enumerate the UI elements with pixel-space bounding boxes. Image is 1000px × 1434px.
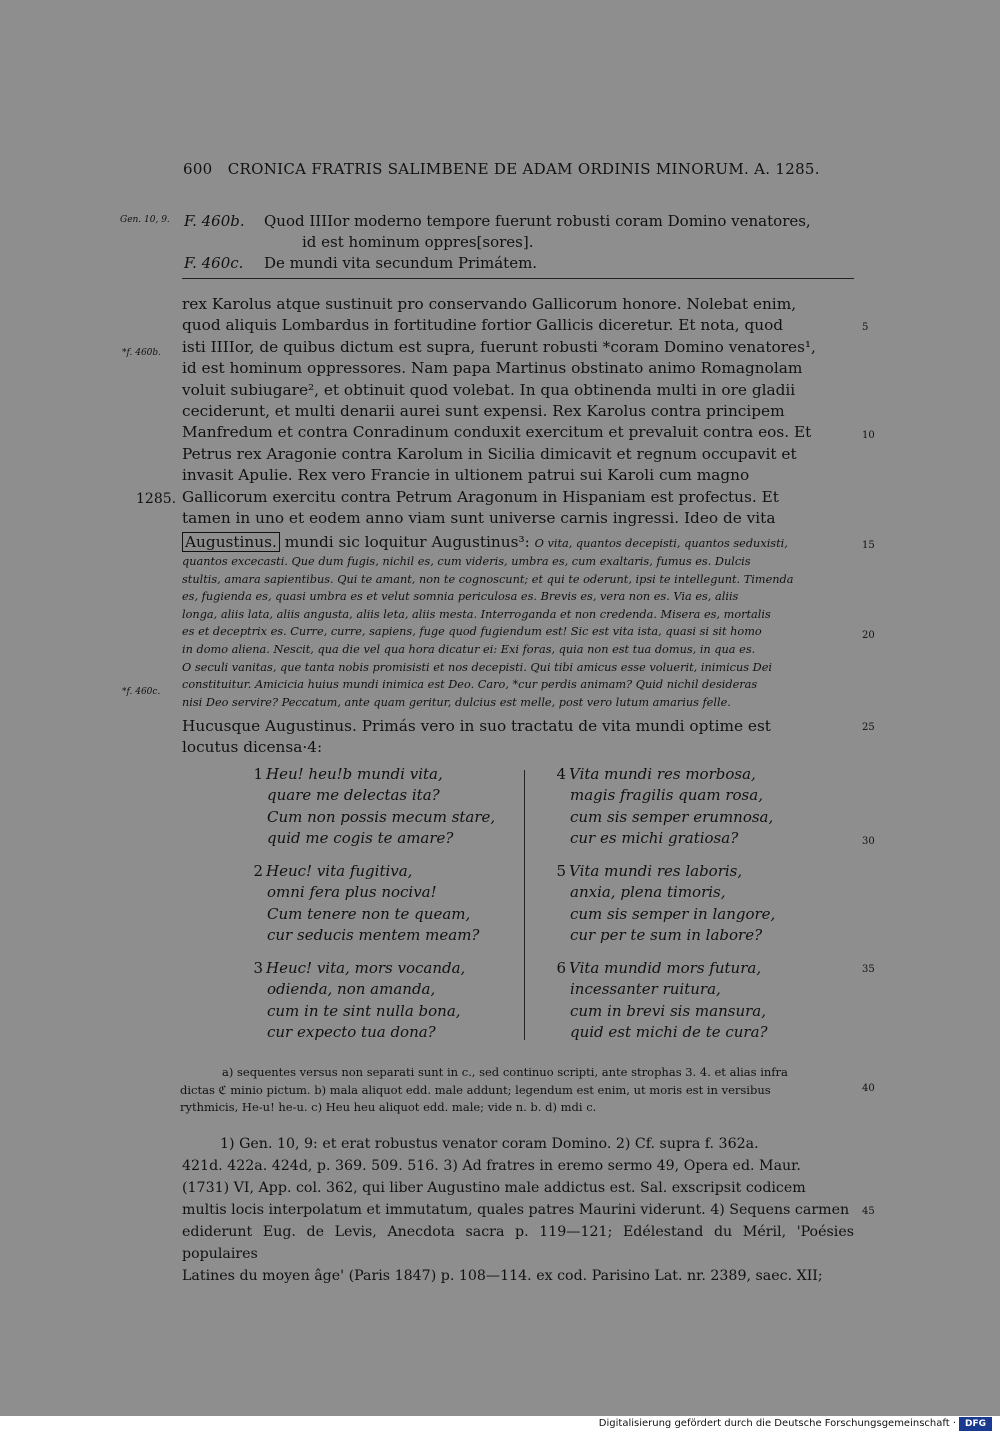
- verse-line: omni fera plus nociva!: [267, 883, 437, 902]
- verse-line: magis fragilis quam rosa,: [570, 786, 763, 805]
- quote-line: in domo aliena. Nescit, qua die vel qua hora dicatur ei: Exi foras, quia non est tua domus, in qua es.: [182, 642, 756, 656]
- quote-line: nisi Deo servire? Peccatum, ante quam geritur, dulcius est melle, post vero lutum amarius felle.: [182, 695, 731, 709]
- footnotes: [182, 1133, 854, 1287]
- apparatus-line: a) sequentes versus non separati sunt in c., sed continuo scripti, ante strophas 3. 4. et alias infra: [222, 1065, 788, 1079]
- after-quote: [182, 716, 854, 759]
- margin-folio-460b: *f. 460b.: [122, 348, 162, 358]
- line-number: 40: [862, 1083, 875, 1094]
- stanza-1: [245, 764, 515, 850]
- margin-folio-460c: *f. 460c.: [122, 687, 161, 697]
- gloss-block: [184, 211, 854, 274]
- footnote-line: Latines du moyen âge' (Paris 1847) p. 108—114. ex cod. Parisino Lat. nr. 2389, saec. XII;: [182, 1268, 823, 1284]
- main-text: [182, 294, 854, 529]
- verse-line: cur expecto tua dona?: [267, 1023, 436, 1042]
- stanza-3: [245, 958, 515, 1044]
- quote-line: longa, aliis lata, aliis angusta, aliis leta, aliis mesta. Interroganda et non credenda. Misera es, mortalis: [182, 607, 771, 621]
- line-number: 20: [862, 630, 875, 641]
- apparatus-line: rythmicis, He-u! he-u. c) Heu heu aliquot edd. male; vide n. b. d) mdi c.: [180, 1100, 597, 1114]
- quote-line: stultis, amara sapientibus. Qui te amant, non te cognoscunt; et qui te oderunt, ipsi te intellegunt. Timenda: [182, 572, 794, 586]
- verse-line: cum sis semper in langore,: [570, 904, 776, 923]
- verse-line: Cum tenere non te queam,: [267, 904, 471, 923]
- text-line: tamen in uno et eodem anno viam sunt universe carnis ingressi. Ideo de vita: [182, 509, 776, 528]
- text-line: voluit subiugare², et obtinuit quod volebat. In qua obtinenda multi in ore gladii: [182, 380, 796, 399]
- verse-line: Cum non possis mecum stare,: [267, 807, 496, 826]
- quote-line: constituitur. Amicicia huius mundi inimica est Deo. Caro, *cur perdis animam? Quid nichil desideras: [182, 678, 758, 692]
- page-number: 600: [183, 160, 213, 178]
- quote-line: quantos excecasti. Que dum fugis, nichil es, cum videris, umbra es, cum exaltaris, fumus es. Dulcis: [182, 555, 751, 568]
- text-line: Hucusque Augustinus. Primás vero in suo tractatu de vita mundi optime est: [182, 717, 771, 735]
- line-number: 30: [862, 836, 875, 847]
- verse-line: quid me cogis te amare?: [267, 829, 454, 848]
- gloss-cont-1: id est hominum oppres[sores].: [302, 233, 534, 251]
- verse-line: quare me delectas ita?: [267, 786, 440, 805]
- text-line: id est hominum oppressores. Nam papa Martinus obstinato animo Romagnolam: [182, 359, 803, 378]
- verse-line: Vita mundi res laboris,: [569, 862, 743, 880]
- running-header: [183, 160, 843, 178]
- text-line: invasit Apulie. Rex vero Francie in ultionem patrui sui Karoli cum magno: [182, 466, 750, 485]
- stanza-4: [548, 764, 848, 850]
- verse-line: anxia, plena timoris,: [570, 883, 726, 902]
- line-number: 5: [862, 322, 869, 333]
- verse-line: Vita mundid mors futura,: [569, 959, 762, 977]
- text-line: isti IIIIor, de quibus dictum est supra, fuerunt robusti *coram Domino venatores¹,: [182, 337, 816, 356]
- line-number: 35: [862, 964, 875, 975]
- quote-line: es, fugienda es, quasi umbra es et velut somnia periculosa es. Brevis es, vera non es. Via es, aliis: [182, 590, 739, 604]
- line-number: 15: [862, 540, 875, 551]
- text-line: Petrus rex Aragonie contra Karolum in Sicilia dimicavit et regnum occupavit et: [182, 444, 797, 463]
- line-number: 25: [862, 722, 875, 733]
- verse-line: cur seducis mentem meam?: [267, 926, 480, 945]
- verse-line: Heuc! vita fugitiva,: [266, 862, 413, 880]
- line-number: 10: [862, 430, 875, 441]
- footnote-line: multis locis interpolatum et immutatum, quales patres Maurini viderunt. 4) Sequens carmen: [182, 1202, 850, 1218]
- text-line: Manfredum et contra Conradinum conduxit exercitum et prevaluit contra eos. Et: [182, 423, 812, 442]
- verse-line: cum in brevi sis mansura,: [570, 1001, 766, 1020]
- margin-ref-gen: Gen. 10, 9.: [120, 215, 170, 225]
- stanza-number: 1: [253, 765, 263, 783]
- critical-apparatus: [180, 1064, 852, 1117]
- verse-line: cur es michi gratiosa?: [570, 829, 739, 848]
- quote-line: O seculi vanitas, que tanta nobis promisisti et nos decepisti. Qui tibi amicus esse voluerit, inimicus Dei: [182, 660, 773, 674]
- stanza-2: [245, 861, 515, 947]
- verse-line: Heu! heu!b mundi vita,: [266, 765, 443, 783]
- stanza-5: [548, 861, 848, 947]
- divider-rule: [182, 278, 854, 279]
- stanza-number: 3: [253, 959, 263, 977]
- stanza-number: 2: [253, 862, 263, 880]
- verse-line: Heuc! vita, mors vocanda,: [266, 959, 466, 977]
- gloss-ref-2: F. 460c.: [184, 254, 244, 272]
- verse-line: incessanter ruitura,: [570, 980, 721, 999]
- stanza-number: 4: [556, 765, 566, 783]
- augustinus-line: [182, 532, 854, 554]
- line-number: 45: [862, 1206, 875, 1217]
- gloss-text-2: De mundi vita secundum Primátem.: [264, 254, 538, 272]
- verse-line: cum in te sint nulla bona,: [267, 1001, 461, 1020]
- text-line: ceciderunt, et multi denarii aurei sunt expensi. Rex Karolus contra principem: [182, 402, 785, 421]
- text-line: rex Karolus atque sustinuit pro conservando Gallicorum honore. Nolebat enim,: [182, 295, 797, 313]
- footer-credit: Digitalisierung gefördert durch die Deutsche Forschungsgemeinschaft ·: [598, 1418, 956, 1429]
- augustinus-box: Augustinus.: [182, 532, 280, 552]
- verse-line: odienda, non amanda,: [267, 980, 436, 999]
- verse-line: Vita mundi res morbosa,: [569, 765, 756, 783]
- running-title: CRONICA FRATRIS SALIMBENE DE ADAM ORDINIS MINORUM. A. 1285.: [227, 160, 820, 178]
- footnote-line: 1) Gen. 10, 9: et erat robustus venator coram Domino. 2) Cf. supra f. 362a.: [220, 1136, 759, 1152]
- stanza-number: 6: [556, 959, 566, 977]
- stanza-number: 5: [556, 862, 566, 880]
- augustinus-quote: [182, 553, 854, 711]
- verse-line: cum sis semper erumnosa,: [570, 807, 774, 826]
- text-line: quod aliquis Lombardus in fortitudine fortior Gallicis diceretur. Et nota, quod: [182, 316, 784, 335]
- dfg-logo: DFG: [959, 1417, 992, 1431]
- text-line: Gallicorum exercitu contra Petrum Aragonum in Hispaniam est profectus. Et: [182, 487, 779, 506]
- text-line: locutus dicensa·4:: [182, 738, 323, 757]
- margin-year: 1285.: [136, 491, 177, 507]
- stanza-6: [548, 958, 848, 1044]
- gloss-text-1: Quod IIIIor moderno tempore fuerunt robusti coram Domino venatores,: [264, 212, 811, 230]
- footnote-line: 421d. 422a. 424d, p. 369. 509. 516. 3) Ad fratres in eremo sermo 49, Opera ed. Maur.: [182, 1158, 801, 1174]
- apparatus-line: dictas ℭ minio pictum. b) mala aliquot edd. male addunt; legendum est enim, ut moris est in versibus: [180, 1082, 771, 1097]
- verse-line: cur per te sum in labore?: [570, 926, 763, 945]
- column-divider: [524, 770, 525, 1040]
- verse-line: quid est michi de te cura?: [570, 1023, 768, 1042]
- footnote-line: (1731) VI, App. col. 362, qui liber Augustino male addictus est. Sal. exscripsit codicem: [182, 1180, 806, 1196]
- quote-line: es et deceptrix es. Curre, curre, sapiens, fuge quod fugiendum est! Sic est vita ista, quasi si sit homo: [182, 625, 762, 639]
- footnote-line: ediderunt Eug. de Levis, Anecdota sacra p. 119—121; Edélestand du Méril, 'Poésies populaires: [182, 1224, 854, 1262]
- augustinus-lead: mundi sic loquitur Augustinus³:: [284, 533, 530, 551]
- gloss-ref-1: F. 460b.: [184, 212, 245, 230]
- quote-start: O vita, quantos decepisti, quantos seduxisti,: [534, 537, 788, 550]
